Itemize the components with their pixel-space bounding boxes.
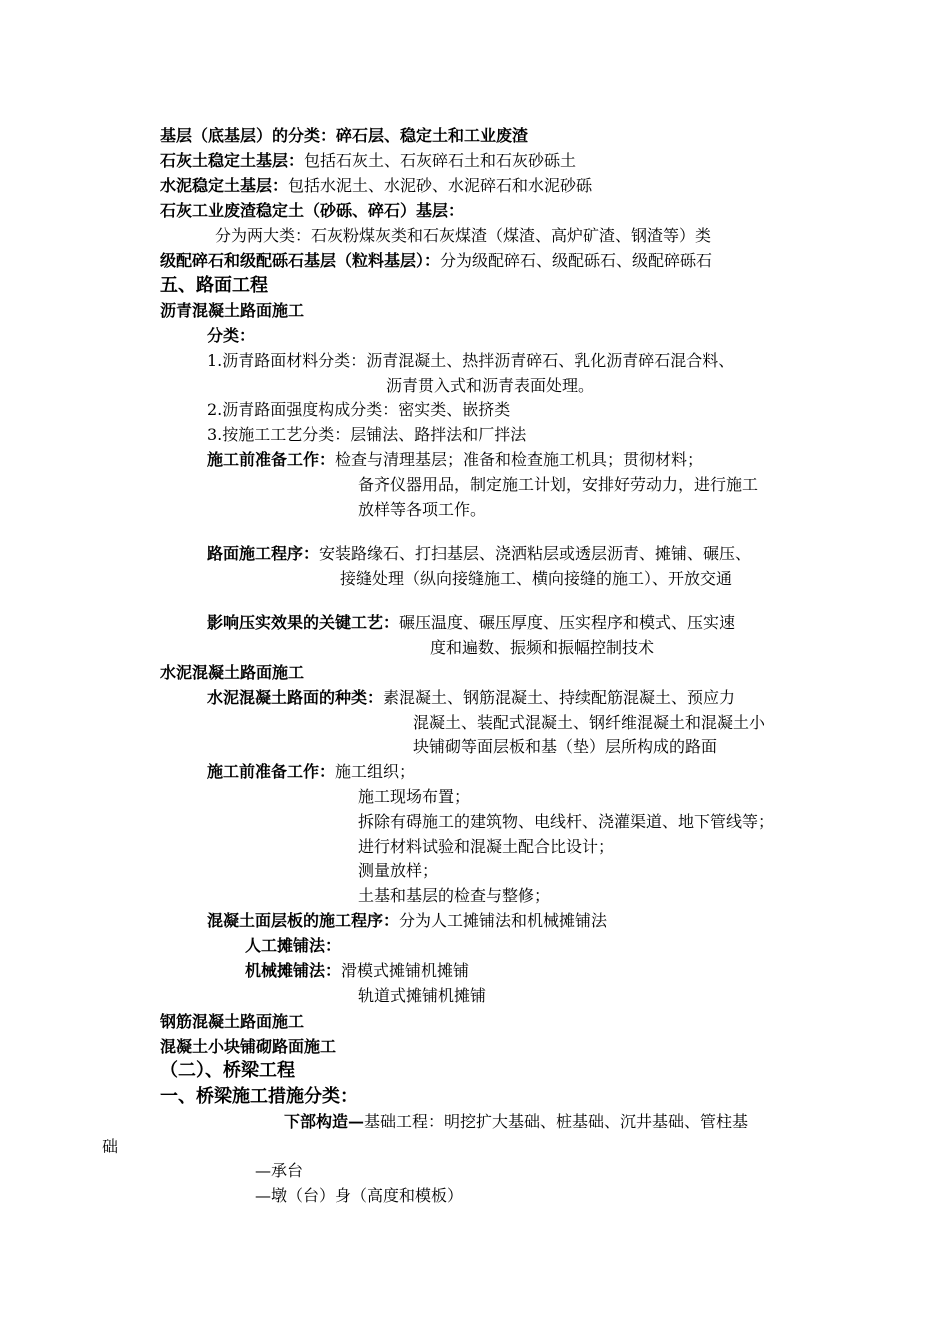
substructure-wrap: 础: [102, 1137, 119, 1156]
cement-types-cont1: 混凝土、装配式混凝土、钢纤维混凝土和混凝土小: [413, 713, 766, 732]
compaction-cont: 度和遍数、振频和振幅控制技术: [430, 638, 655, 657]
asphalt-strength-line: 2.沥青路面强度构成分类：密实类、嵌挤类: [207, 400, 511, 419]
asphalt-procedure-line: [207, 544, 751, 564]
asphalt-prep-cont2: 放样等各项工作。: [358, 500, 487, 519]
slab-procedure-line: [207, 911, 607, 931]
cap-line: —承台: [255, 1161, 304, 1180]
cement-prep-text: 施工组织；: [335, 762, 416, 781]
cement-types-label: 水泥混凝土路面的种类：: [207, 688, 384, 707]
asphalt-prep-label: 施工前准备工作：: [207, 450, 336, 469]
cement-soil-label: 水泥稳定土基层：: [160, 176, 289, 195]
cement-prep-item6: 土基和基层的检查与整修；: [358, 886, 551, 905]
lime-soil-line: [160, 151, 576, 171]
subheading-block: 混凝土小块铺砌路面施工: [160, 1037, 337, 1056]
graded-gravel-line: [160, 251, 712, 271]
compaction-text: 碾压温度、碾压厚度、压实程序和模式、压实速: [399, 613, 736, 632]
cement-types-line: [207, 688, 735, 708]
section-heading-bridge: （二）、桥梁工程: [160, 1060, 295, 1081]
compaction-line: [207, 613, 735, 633]
cement-prep-item5: 测量放样；: [358, 861, 439, 880]
asphalt-process-line: 3.按施工工艺分类：层铺法、路拌法和厂拌法: [207, 425, 527, 444]
section-heading-pavement: 五、路面工程: [160, 275, 268, 296]
slab-procedure-label: 混凝土面层板的施工程序：: [207, 911, 400, 930]
lime-soil-text: 包括石灰土、石灰碎石土和石灰砂砾土: [304, 151, 577, 170]
machine-paving-label: 机械摊铺法：: [245, 961, 342, 980]
cement-prep-line: [207, 762, 415, 782]
substructure-text: 基础工程：明挖扩大基础、桩基础、沉井基础、管柱基: [364, 1112, 749, 1131]
asphalt-prep-cont1: 备齐仪器用品，制定施工计划，安排好劳动力，进行施工: [358, 475, 759, 494]
asphalt-procedure-cont: 接缝处理（纵向接缝施工、横向接缝的施工）、开放交通: [340, 569, 733, 588]
subheading-reinforced: 钢筋混凝土路面施工: [160, 1012, 305, 1031]
cement-types-cont2: 块铺砌等面层板和基（垫）层所构成的路面: [413, 737, 718, 756]
graded-gravel-label: 级配碎石和级配砾石基层（粒料基层）：: [160, 251, 441, 270]
asphalt-procedure-text: 安装路缘石、打扫基层、浇洒粘层或透层沥青、摊铺、碾压、: [319, 544, 752, 563]
graded-gravel-text: 分为级配碎石、级配砾石、级配碎砾石: [440, 251, 713, 270]
substructure-label: 下部构造—: [284, 1112, 365, 1131]
classification-label: 分类：: [207, 326, 256, 345]
pier-line: —墩（台）身（高度和模板）: [255, 1186, 464, 1205]
base-classification-line: 基层（底基层）的分类：碎石层、稳定土和工业废渣: [160, 126, 529, 145]
cement-soil-line: [160, 176, 592, 196]
cement-prep-item4: 进行材料试验和混凝土配合比设计；: [358, 837, 615, 856]
lime-waste-text: 分为两大类：石灰粉煤灰类和石灰煤渣（煤渣、高炉矿渣、钢渣等）类: [215, 226, 712, 245]
subheading-cement: 水泥混凝土路面施工: [160, 663, 305, 682]
cement-prep-item2: 施工现场布置；: [358, 787, 471, 806]
bridge-measures-heading: 一、桥梁施工措施分类：: [160, 1086, 358, 1107]
compaction-label: 影响压实效果的关键工艺：: [207, 613, 400, 632]
asphalt-material-cont: 沥青贯入式和沥青表面处理。: [386, 376, 595, 395]
asphalt-procedure-label: 路面施工程序：: [207, 544, 320, 563]
asphalt-prep-text: 检查与清理基层；准备和检查施工机具；贯彻材料；: [335, 450, 704, 469]
cement-prep-item3: 拆除有碍施工的建筑物、电线杆、浇灌渠道、地下管线等；: [358, 812, 775, 831]
substructure-line: [284, 1112, 748, 1132]
cement-types-text: 素混凝土、钢筋混凝土、持续配筋混凝土、预应力: [383, 688, 736, 707]
cement-soil-text: 包括水泥土、水泥砂、水泥碎石和水泥砂砾: [288, 176, 593, 195]
slab-procedure-text: 分为人工摊铺法和机械摊铺法: [399, 911, 608, 930]
asphalt-material-line: 1.沥青路面材料分类：沥青混凝土、热拌沥青碎石、乳化沥青碎石混合料、: [207, 351, 735, 370]
manual-paving-label: 人工摊铺法：: [245, 936, 342, 955]
machine-paving-line: [245, 961, 469, 981]
lime-waste-line: 石灰工业废渣稳定土（砂砾、碎石）基层：: [160, 201, 465, 220]
subheading-asphalt: 沥青混凝土路面施工: [160, 301, 305, 320]
lime-soil-label: 石灰土稳定土基层：: [160, 151, 305, 170]
cement-prep-label: 施工前准备工作：: [207, 762, 336, 781]
asphalt-prep-line: [207, 450, 703, 470]
machine-paving-cont: 轨道式摊铺机摊铺: [358, 986, 487, 1005]
machine-paving-text: 滑模式摊铺机摊铺: [341, 961, 470, 980]
